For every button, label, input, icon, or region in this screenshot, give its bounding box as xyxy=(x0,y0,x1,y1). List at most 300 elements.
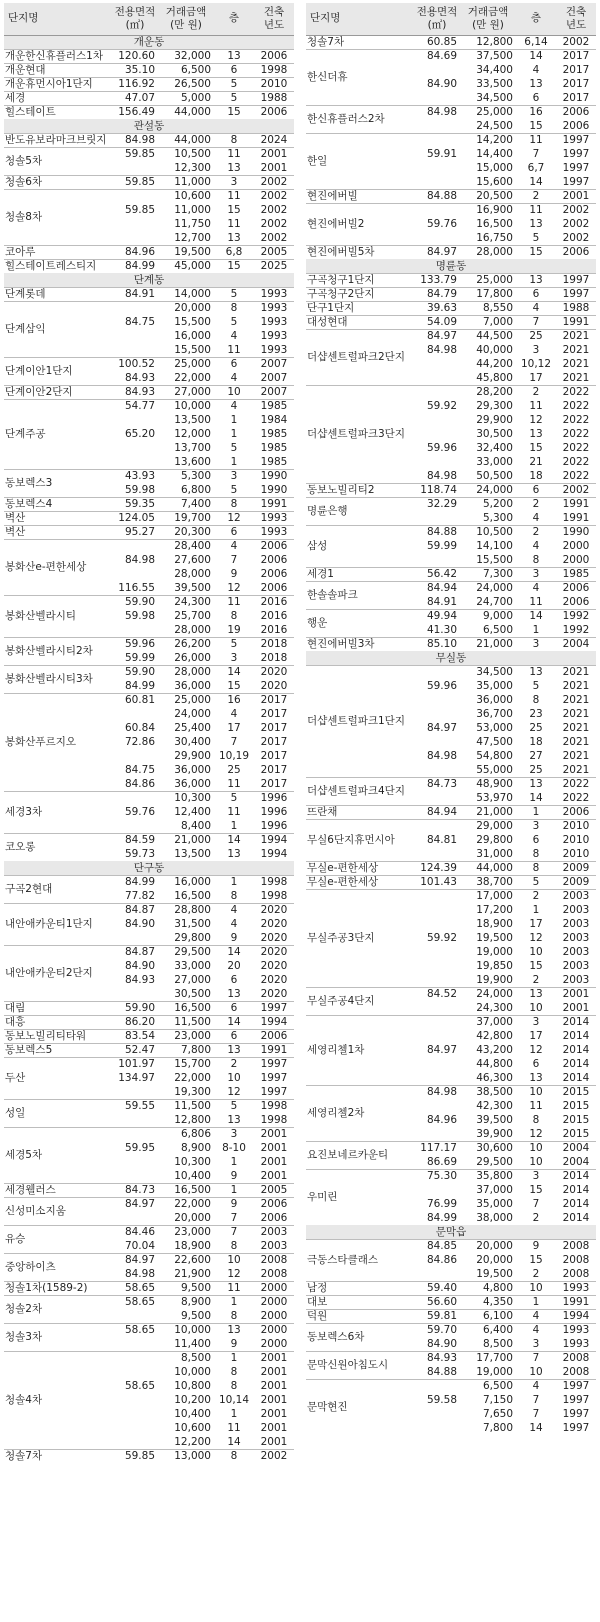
price-cell: 10,400 xyxy=(174,1169,211,1182)
price-cell: 42,800 xyxy=(476,1030,513,1042)
price-cell: 16,500 xyxy=(158,1001,214,1015)
price-cell: 7,800 xyxy=(482,1422,513,1434)
floor-cell: 12 xyxy=(529,1044,543,1056)
area-cell: 84.75 xyxy=(124,316,155,328)
price-cell: 7,650 xyxy=(482,1408,513,1420)
area-cell xyxy=(414,819,460,833)
area-cell: 65.20 xyxy=(124,428,155,440)
year-cell: 1998 xyxy=(260,889,288,902)
floor-cell: 2 xyxy=(516,889,556,903)
price-cell: 14,400 xyxy=(476,148,513,160)
year-cell: 2006 xyxy=(562,595,590,608)
area-cell xyxy=(414,945,460,959)
area-cell: 85.10 xyxy=(414,637,460,651)
price-cell: 34,400 xyxy=(476,64,513,76)
table-header-row xyxy=(306,3,596,35)
floor-cell: 5 xyxy=(516,875,556,889)
complex-name: 봉화산벨라시티2차 xyxy=(4,637,112,665)
price-cell: 10,600 xyxy=(158,189,214,203)
complex-name: 더샵센트럴파크1단지 xyxy=(306,665,414,777)
floor-cell: 15 xyxy=(529,1184,543,1196)
price-cell: 34,500 xyxy=(476,91,513,104)
area-cell: 84.97 xyxy=(112,1197,158,1211)
table-row xyxy=(306,889,596,903)
year-cell: 2020 xyxy=(260,918,288,930)
price-cell: 15,500 xyxy=(174,343,211,356)
year-cell: 2002 xyxy=(254,189,294,203)
header-floor: 층 xyxy=(516,3,556,35)
table-row xyxy=(4,595,294,609)
floor-cell: 2 xyxy=(516,189,556,203)
area-cell: 84.93 xyxy=(124,371,155,384)
area-cell: 59.90 xyxy=(112,595,158,609)
table-row xyxy=(306,385,596,399)
area-cell: 59.95 xyxy=(124,1142,155,1154)
table-row xyxy=(306,1295,596,1309)
complex-name: 문막현진 xyxy=(306,1379,414,1435)
year-cell: 2017 xyxy=(562,64,590,76)
year-cell: 2006 xyxy=(260,1211,288,1224)
price-cell: 10,800 xyxy=(174,1380,211,1392)
floor-cell: 14 xyxy=(214,945,254,959)
floor-cell: 4 xyxy=(516,581,556,595)
floor-cell: 15 xyxy=(529,1254,543,1266)
floor-cell: 7 xyxy=(532,1394,540,1406)
area-cell: 133.79 xyxy=(414,273,460,287)
price-cell: 39,500 xyxy=(476,1114,513,1126)
year-cell: 2006 xyxy=(254,1197,294,1211)
floor-cell: 6 xyxy=(214,525,254,539)
complex-name: 단계삼익 xyxy=(4,301,112,357)
floor-cell: 4 xyxy=(532,540,540,552)
price-cell: 55,000 xyxy=(476,763,513,776)
floor-cell: 5 xyxy=(230,442,238,454)
floor-cell: 5 xyxy=(532,231,540,244)
year-cell: 1997 xyxy=(254,1057,294,1071)
price-cell: 11,500 xyxy=(158,1099,214,1113)
complex-name: 무실주공3단지 xyxy=(306,889,414,987)
table-row xyxy=(4,1197,294,1211)
area-cell xyxy=(414,1379,460,1393)
price-cell: 32,400 xyxy=(476,442,513,454)
area-cell: 54.77 xyxy=(112,399,158,413)
price-cell: 36,000 xyxy=(174,679,211,692)
year-cell: 2010 xyxy=(254,77,294,91)
area-cell xyxy=(112,301,158,315)
year-cell: 1993 xyxy=(260,330,288,342)
area-cell: 84.86 xyxy=(124,777,155,790)
floor-cell: 11 xyxy=(227,218,241,230)
area-cell: 39.63 xyxy=(414,301,460,315)
price-cell: 23,000 xyxy=(158,1029,214,1043)
price-cell: 10,000 xyxy=(174,1366,211,1378)
complex-name: 삼성 xyxy=(306,525,414,567)
complex-name: 봉화산푸르지오 xyxy=(4,693,112,791)
area-cell xyxy=(414,791,460,805)
floor-cell: 14 xyxy=(214,665,254,679)
area-cell: 41.30 xyxy=(426,623,457,636)
year-cell: 2002 xyxy=(562,231,590,244)
complex-name: 무실6단지휴먼시아 xyxy=(306,819,414,861)
price-cell: 50,500 xyxy=(476,469,513,482)
price-cell: 44,000 xyxy=(158,105,214,119)
table-row xyxy=(4,1281,294,1295)
floor-cell: 10 xyxy=(529,946,543,958)
area-cell: 84.73 xyxy=(112,1183,158,1197)
complex-name: 구곡청구1단지 xyxy=(306,273,414,287)
year-cell: 1993 xyxy=(254,511,294,525)
price-cell: 25,400 xyxy=(174,722,211,734)
complex-name: 구곡청구2단지 xyxy=(306,287,414,301)
floor-cell: 8 xyxy=(214,301,254,315)
floor-cell: 4 xyxy=(214,539,254,553)
floor-cell: 9 xyxy=(214,1197,254,1211)
price-cell: 10,300 xyxy=(174,1156,211,1168)
year-cell: 2000 xyxy=(562,553,590,566)
price-cell: 6,500 xyxy=(158,63,214,77)
complex-name: 남정 xyxy=(306,1281,414,1295)
area-cell: 84.59 xyxy=(112,833,158,847)
floor-cell: 6,8 xyxy=(214,245,254,259)
complex-name: 행운 xyxy=(306,609,414,637)
year-cell: 2022 xyxy=(556,777,596,791)
area-cell: 100.52 xyxy=(112,357,158,371)
floor-cell: 9 xyxy=(230,1337,238,1350)
year-cell: 1990 xyxy=(556,525,596,539)
price-cell: 15,600 xyxy=(476,175,513,188)
area-cell xyxy=(112,1435,158,1449)
area-cell: 118.74 xyxy=(414,483,460,497)
area-cell: 84.90 xyxy=(426,1337,457,1350)
floor-cell: 11 xyxy=(227,777,241,790)
price-cell: 25,000 xyxy=(158,357,214,371)
price-cell: 47,500 xyxy=(476,736,513,748)
price-cell: 16,900 xyxy=(460,203,516,217)
year-cell: 2016 xyxy=(260,610,288,622)
area-cell: 59.85 xyxy=(124,204,155,216)
complex-name: 요진보네르카운티 xyxy=(306,1141,414,1169)
price-cell: 10,500 xyxy=(158,147,214,161)
price-cell: 19,000 xyxy=(476,1365,513,1378)
year-cell: 2021 xyxy=(562,722,590,734)
complex-name: 개운한신휴플러스1차 xyxy=(4,49,112,63)
area-cell: 59.55 xyxy=(112,1099,158,1113)
complex-name: 단계롯데 xyxy=(4,287,112,301)
floor-cell: 1 xyxy=(532,904,540,916)
year-cell: 2020 xyxy=(260,960,288,972)
header-price: 거래금액 (만 원) xyxy=(158,3,214,35)
price-cell: 8,550 xyxy=(460,301,516,315)
floor-cell: 6 xyxy=(214,1001,254,1015)
area-cell: 84.96 xyxy=(426,1114,457,1126)
area-cell xyxy=(414,1001,460,1015)
price-cell: 37,500 xyxy=(460,49,516,63)
area-cell: 32.29 xyxy=(414,497,460,511)
area-cell: 59.92 xyxy=(426,400,457,412)
area-cell xyxy=(414,553,460,567)
floor-cell: 2 xyxy=(516,525,556,539)
year-cell: 2003 xyxy=(562,946,590,958)
price-cell: 36,000 xyxy=(476,694,513,706)
year-cell: 2006 xyxy=(254,539,294,553)
price-cell: 8,900 xyxy=(158,1295,214,1309)
floor-cell: 10,12 xyxy=(520,358,552,370)
year-cell: 2021 xyxy=(562,680,590,692)
header-area: 전용면적 (㎡) xyxy=(414,3,460,35)
area-cell xyxy=(414,91,460,105)
year-cell: 2021 xyxy=(562,358,590,370)
price-cell: 20,000 xyxy=(460,1239,516,1253)
area-cell: 84.87 xyxy=(112,945,158,959)
price-cell: 19,300 xyxy=(174,1085,211,1098)
area-cell xyxy=(112,987,158,1001)
complex-name: 동보렉스4 xyxy=(4,497,112,511)
year-cell: 2017 xyxy=(556,49,596,63)
floor-cell: 11 xyxy=(227,343,241,356)
header-price: 거래금액 (만 원) xyxy=(460,3,516,35)
table-row xyxy=(306,1239,596,1253)
price-cell: 29,500 xyxy=(158,945,214,959)
area-cell xyxy=(414,371,460,385)
area-cell: 84.52 xyxy=(414,987,460,1001)
year-cell: 1991 xyxy=(254,1043,294,1057)
area-cell xyxy=(414,665,460,679)
floor-cell: 13 xyxy=(214,1323,254,1337)
year-cell: 2006 xyxy=(254,1029,294,1043)
floor-cell: 9 xyxy=(230,568,238,580)
year-cell: 2021 xyxy=(562,736,590,748)
table-row xyxy=(4,105,294,119)
table-row xyxy=(4,301,294,315)
price-cell: 7,400 xyxy=(158,497,214,511)
floor-cell: 15 xyxy=(516,245,556,259)
area-cell xyxy=(414,1015,460,1029)
table-row xyxy=(4,189,294,203)
price-cell: 24,300 xyxy=(158,595,214,609)
floor-cell: 9 xyxy=(230,931,238,944)
area-cell: 59.91 xyxy=(426,148,457,160)
year-cell: 2001 xyxy=(260,1394,288,1406)
area-cell: 35.10 xyxy=(112,63,158,77)
floor-cell: 5 xyxy=(214,77,254,91)
complex-name: 더샵센트럴파크2단지 xyxy=(306,329,414,385)
area-cell xyxy=(414,1421,460,1435)
year-cell: 2018 xyxy=(254,637,294,651)
price-cell: 36,000 xyxy=(174,764,211,776)
year-cell: 1997 xyxy=(562,175,590,188)
table-row xyxy=(306,1309,596,1323)
year-cell: 1997 xyxy=(556,133,596,147)
year-cell: 2014 xyxy=(562,1071,590,1084)
area-cell: 84.99 xyxy=(112,875,158,889)
price-cell: 45,000 xyxy=(158,259,214,273)
area-cell: 84.69 xyxy=(414,49,460,63)
complex-name: 내안애카운티1단지 xyxy=(4,903,112,945)
year-cell: 2020 xyxy=(260,679,288,692)
year-cell: 1991 xyxy=(556,1295,596,1309)
area-cell xyxy=(112,1085,158,1099)
floor-cell: 7 xyxy=(230,554,238,566)
area-cell: 59.99 xyxy=(426,540,457,552)
year-cell: 2021 xyxy=(556,329,596,343)
table-row xyxy=(4,1127,294,1141)
year-cell: 1991 xyxy=(562,511,590,524)
floor-cell: 12 xyxy=(529,932,543,944)
area-cell: 59.81 xyxy=(414,1309,460,1323)
district-row xyxy=(4,35,294,49)
price-cell: 22,000 xyxy=(158,1197,214,1211)
price-cell: 11,000 xyxy=(158,175,214,189)
floor-cell: 1 xyxy=(516,805,556,819)
floor-cell: 14 xyxy=(529,175,543,188)
year-cell: 2022 xyxy=(562,400,590,412)
area-cell: 84.94 xyxy=(414,805,460,819)
year-cell: 2022 xyxy=(562,791,590,804)
year-cell: 1993 xyxy=(562,1337,590,1350)
price-cell: 25,000 xyxy=(460,105,516,119)
table-row xyxy=(306,329,596,343)
table-row xyxy=(4,49,294,63)
price-cell: 19,500 xyxy=(476,1267,513,1280)
floor-cell: 8 xyxy=(532,1114,540,1126)
floor-cell: 14 xyxy=(516,49,556,63)
year-cell: 2008 xyxy=(556,1239,596,1253)
table-row xyxy=(4,539,294,553)
area-cell xyxy=(414,511,460,525)
table-row xyxy=(306,301,596,315)
floor-cell: 25 xyxy=(529,722,543,734)
year-cell: 2001 xyxy=(556,189,596,203)
complex-name: 동보노빌리티타워 xyxy=(4,1029,112,1043)
year-cell: 2022 xyxy=(562,414,590,426)
year-cell: 2010 xyxy=(556,819,596,833)
area-cell xyxy=(112,329,158,343)
table-row xyxy=(4,1057,294,1071)
area-cell xyxy=(414,889,460,903)
floor-cell: 4 xyxy=(230,371,238,384)
area-cell: 86.20 xyxy=(112,1015,158,1029)
price-cell: 38,500 xyxy=(460,1085,516,1099)
price-cell: 19,500 xyxy=(476,932,513,944)
year-cell: 2014 xyxy=(556,1169,596,1183)
floor-cell: 14 xyxy=(516,609,556,623)
year-cell: 2001 xyxy=(260,1169,288,1182)
floor-cell: 2 xyxy=(532,1267,540,1280)
price-cell: 20,000 xyxy=(476,1254,513,1266)
area-cell xyxy=(112,1155,158,1169)
price-cell: 30,600 xyxy=(460,1141,516,1155)
area-cell: 84.90 xyxy=(426,78,457,90)
area-cell: 124.39 xyxy=(414,861,460,875)
price-cell: 12,700 xyxy=(174,231,211,244)
year-cell: 2001 xyxy=(260,1366,288,1378)
price-cell: 20,300 xyxy=(158,525,214,539)
area-cell: 116.92 xyxy=(112,77,158,91)
price-cell: 29,900 xyxy=(174,750,211,762)
table-body-right xyxy=(306,35,596,1435)
area-cell xyxy=(414,175,460,189)
area-cell: 84.79 xyxy=(414,287,460,301)
district-row xyxy=(306,1225,596,1239)
table-row xyxy=(4,497,294,511)
area-cell: 84.98 xyxy=(124,554,155,566)
area-cell: 84.97 xyxy=(426,1044,457,1056)
year-cell: 2017 xyxy=(254,693,294,707)
transaction-table-right xyxy=(306,3,596,1435)
price-cell: 29,900 xyxy=(476,414,513,426)
area-cell: 59.70 xyxy=(414,1323,460,1337)
floor-cell: 10 xyxy=(227,1072,241,1084)
area-cell: 84.96 xyxy=(112,245,158,259)
complex-name: 문막신원아침도시 xyxy=(306,1351,414,1379)
floor-cell: 9 xyxy=(230,1169,238,1182)
floor-cell: 8 xyxy=(532,847,540,860)
floor-cell: 1 xyxy=(516,1295,556,1309)
floor-cell: 13 xyxy=(529,1071,543,1084)
year-cell: 1993 xyxy=(260,316,288,328)
price-cell: 28,000 xyxy=(174,623,211,636)
price-cell: 10,000 xyxy=(158,1323,214,1337)
price-cell: 44,000 xyxy=(158,133,214,147)
price-cell: 29,000 xyxy=(460,819,516,833)
price-cell: 19,900 xyxy=(476,973,513,986)
table-row xyxy=(306,819,596,833)
year-cell: 2002 xyxy=(254,175,294,189)
price-cell: 38,700 xyxy=(460,875,516,889)
area-cell: 49.94 xyxy=(414,609,460,623)
price-cell: 30,500 xyxy=(174,987,211,1000)
year-cell: 2017 xyxy=(260,736,288,748)
complex-name: 대흥 xyxy=(4,1015,112,1029)
year-cell: 1993 xyxy=(260,343,288,356)
year-cell: 2000 xyxy=(254,1281,294,1295)
price-cell: 25,000 xyxy=(158,693,214,707)
area-cell: 59.90 xyxy=(112,665,158,679)
floor-cell: 10 xyxy=(516,1085,556,1099)
floor-cell: 4 xyxy=(214,903,254,917)
table-row xyxy=(306,1141,596,1155)
area-cell: 84.87 xyxy=(112,903,158,917)
area-cell xyxy=(414,1407,460,1421)
area-cell: 84.94 xyxy=(414,581,460,595)
year-cell: 2018 xyxy=(260,651,288,664)
header-year: 건축 년도 xyxy=(556,3,596,35)
complex-name: 현진에버빌 xyxy=(306,189,414,203)
table-row xyxy=(4,791,294,805)
year-cell: 2022 xyxy=(562,442,590,454)
floor-cell: 13 xyxy=(227,848,241,860)
price-cell: 15,500 xyxy=(476,553,513,566)
price-cell: 36,700 xyxy=(476,708,513,720)
complex-name: 청솔5차 xyxy=(4,147,112,175)
complex-name: 동보노빌리티2 xyxy=(306,483,414,497)
year-cell: 1992 xyxy=(562,623,590,636)
table-row xyxy=(306,203,596,217)
floor-cell: 10,19 xyxy=(218,750,250,762)
year-cell: 1991 xyxy=(556,315,596,329)
area-cell: 84.97 xyxy=(112,1253,158,1267)
area-cell xyxy=(414,427,460,441)
floor-cell: 27 xyxy=(529,750,543,762)
price-cell: 10,600 xyxy=(174,1422,211,1434)
year-cell: 1988 xyxy=(254,91,294,105)
area-cell: 59.73 xyxy=(124,848,155,860)
floor-cell: 13 xyxy=(516,273,556,287)
floor-cell: 8-10 xyxy=(222,1142,246,1154)
area-cell xyxy=(414,1057,460,1071)
table-row xyxy=(4,77,294,91)
year-cell: 1985 xyxy=(260,442,288,454)
